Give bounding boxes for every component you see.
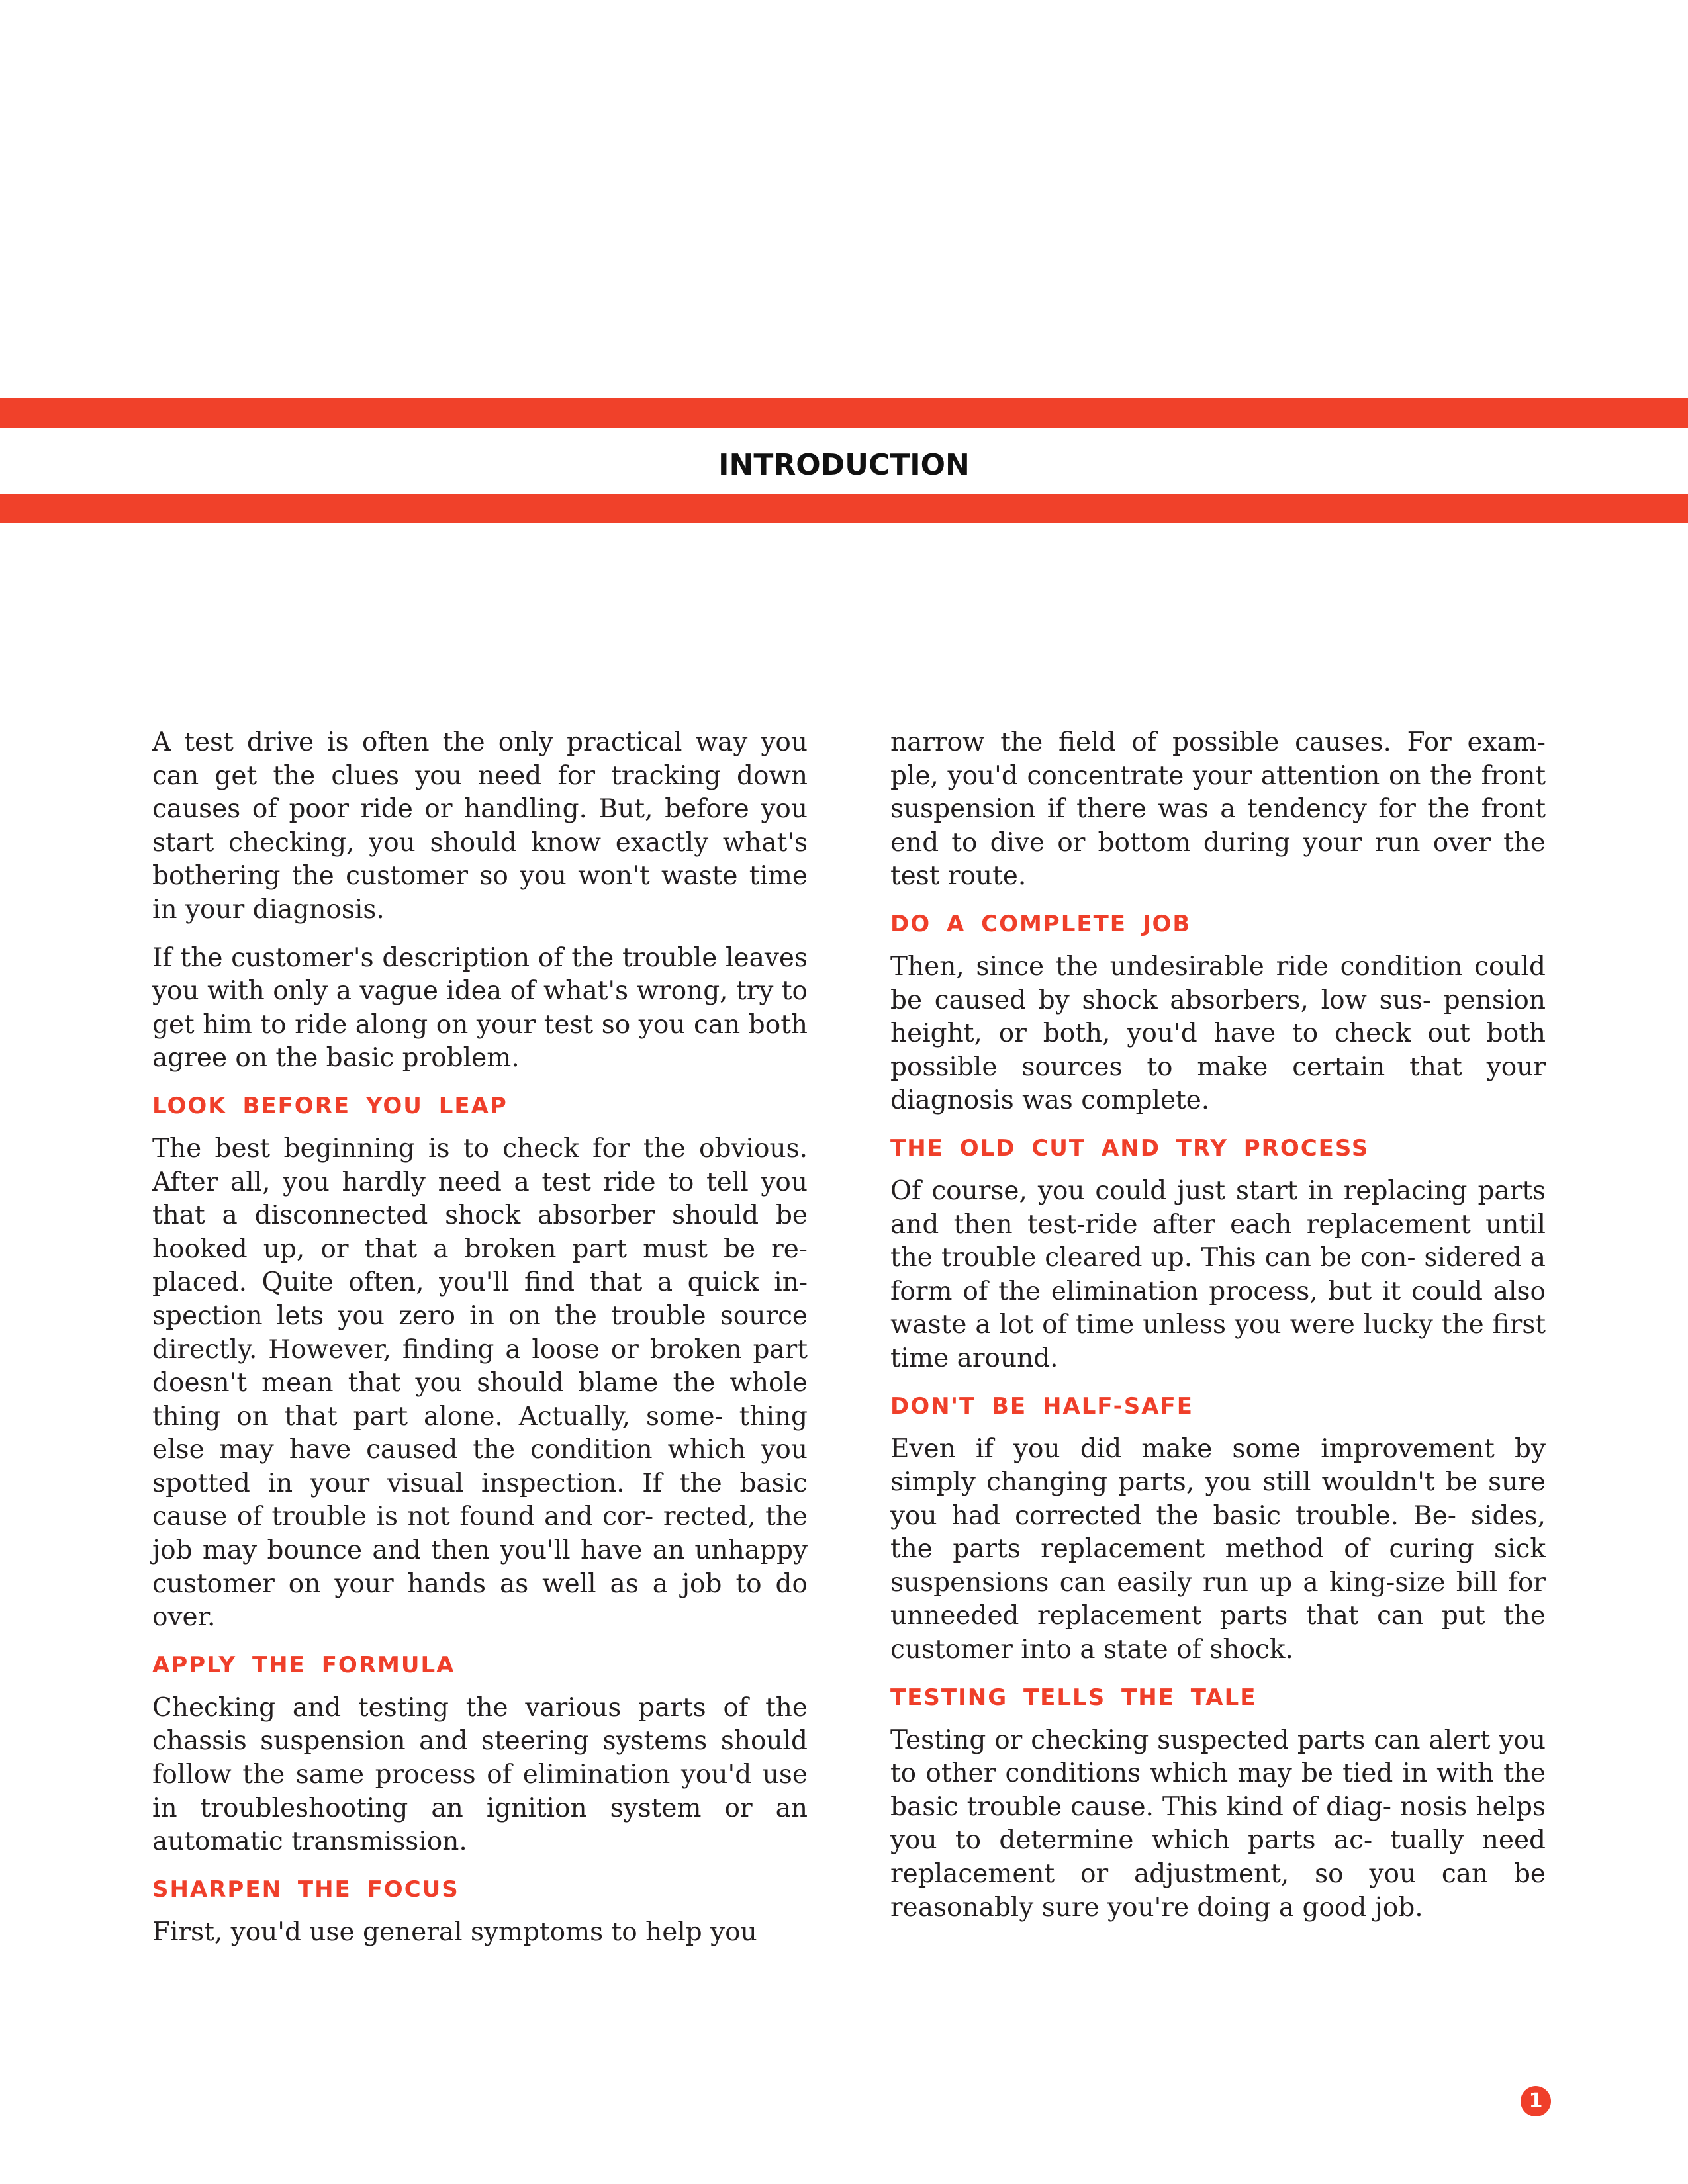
section-heading: TESTING TELLS THE TALE [890, 1684, 1257, 1711]
section-heading: DON'T BE HALF-SAFE [890, 1392, 1194, 1420]
right-column [890, 726, 1546, 1939]
paragraph: First, you'd use general symptoms to help you [152, 1917, 757, 1947]
paragraph: Of course, you could just start in replacing parts and then test-ride after each replacement until the trouble cleared up. This can be con- sidered a form of the elimination process, but it could also waste a lot of time unless you were lucky the first time around. [890, 1175, 1546, 1373]
section-heading: SHARPEN THE FOCUS [152, 1876, 459, 1903]
paragraph: The best beginning is to check for the obvious. After all, you hardly need a test ride to tell you that a disconnected shock absorber should be hooked up, or that a broken part must be re- placed. Quite often, you'll find that a quick in- spection lets you zero in on the trouble source directly. However, finding a loose or broken part doesn't mean that you should blame the whole thing on that part alone. Actually, some- thing else may have caused the condition which you spotted in your visual inspection. If the basic cause of trouble is not found and cor- rected, the job may bounce and then you'll have an unhappy customer on your hands as well as a job to do over. [152, 1133, 808, 1633]
section-heading: DO A COMPLETE JOB [890, 910, 1192, 937]
paragraph: Then, since the undesirable ride condition could be caused by shock absorbers, low sus- pension height, or both, you'd have to check out both possible sources to make certain that your diagnosis was complete. [890, 951, 1546, 1116]
paragraph: Checking and testing the various parts of the chassis suspension and steering systems should follow the same process of elimination you'd use in troubleshooting an ignition system or an automatic transmission. [152, 1692, 808, 1857]
top-red-band [0, 398, 1688, 428]
paragraph: narrow the field of possible causes. For exam- ple, you'd concentrate your attention on the front suspension if there was a tendency for the front end to dive or bottom during your run over the test route. [890, 727, 1546, 891]
section-heading: THE OLD CUT AND TRY PROCESS [890, 1134, 1370, 1161]
paragraph: A test drive is often the only practical way you can get the clues you need for tracking down causes of poor ride or handling. But, before you start checking, you should know exactly what's bothering the customer so you won't waste time in your diagnosis. [152, 727, 808, 925]
section-heading: LOOK BEFORE YOU LEAP [152, 1092, 508, 1119]
paragraph: Even if you did make some improvement by simply changing parts, you still wouldn't be sure you had corrected the basic trouble. Be- sides, the parts replacement method of curing sick suspensions can easily run up a king-size bill for unneeded replacement parts that can put the customer into a state of shock. [890, 1433, 1546, 1665]
page-title: INTRODUCTION [718, 448, 970, 482]
paragraph: If the customer's description of the trouble leaves you with only a vague idea of what's wrong, try to get him to ride along on your test so you can both agree on the basic problem. [152, 942, 808, 1073]
paragraph: Testing or checking suspected parts can alert you to other conditions which may be tied in with the basic trouble cause. This kind of diag- nosis helps you to determine which parts ac- tually need replacement or adjustment, so you can be reasonably sure you're doing a good job. [890, 1725, 1546, 1923]
page-number-badge: 1 [1521, 2086, 1551, 2116]
left-column [152, 726, 808, 1964]
section-heading: APPLY THE FORMULA [152, 1651, 455, 1678]
bottom-red-band [0, 494, 1688, 523]
